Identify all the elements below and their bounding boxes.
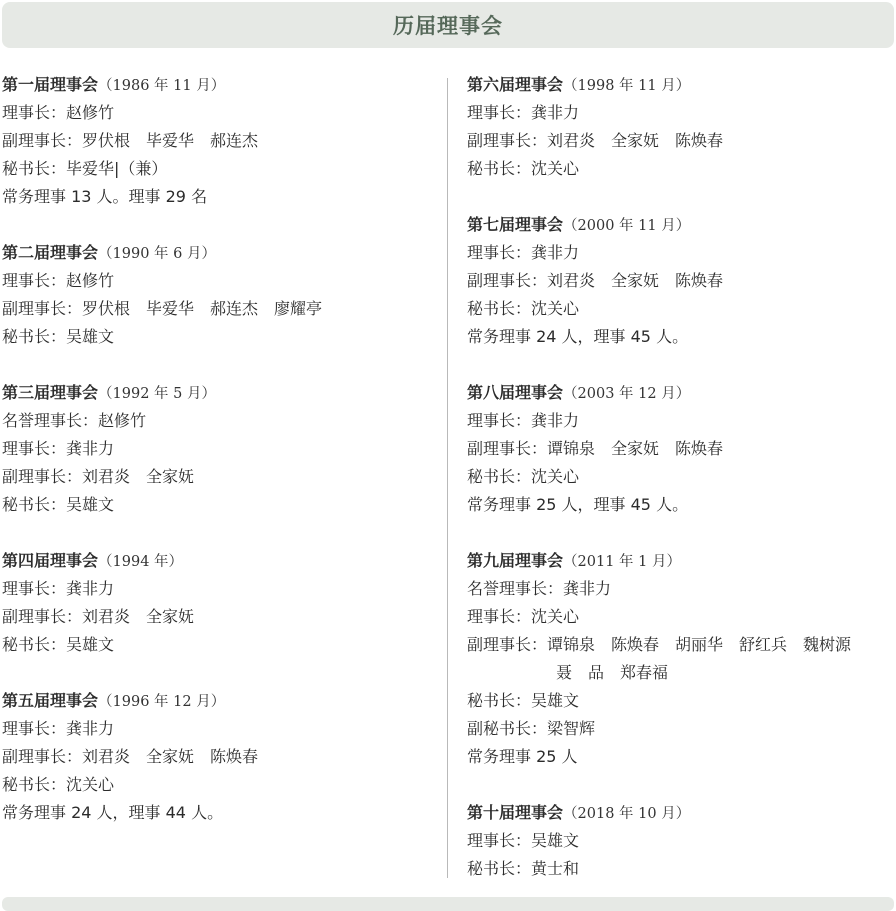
line-value: 谭锦泉 全家妩 陈焕春 [547, 439, 724, 458]
line-label: 副理事长： [2, 607, 83, 626]
session-line [2, 435, 322, 463]
line-label: 副理事长： [467, 635, 548, 654]
session-line [2, 631, 322, 659]
session-name: 第六届理事会 [467, 75, 564, 94]
session-block [2, 239, 322, 351]
session-block [2, 687, 322, 827]
session-name: 第五届理事会 [2, 691, 99, 710]
line-value: 常务理事 13 人。理事 29 名 [2, 187, 208, 206]
left-column [2, 71, 322, 855]
line-label: 副理事长： [2, 747, 83, 766]
line-value: 龚非力 [66, 579, 115, 598]
line-label: 理事长： [467, 243, 532, 262]
session-block [2, 71, 322, 211]
session-line [2, 155, 322, 183]
session-name: 第九届理事会 [467, 551, 564, 570]
line-label: 副理事长： [467, 131, 548, 150]
line-value: 赵修竹 [98, 411, 147, 430]
line-label: 秘书长： [2, 635, 67, 654]
line-value: 刘君炎 全家妩 [82, 467, 195, 486]
session-name: 第七届理事会 [467, 215, 564, 234]
line-label: 理事长： [467, 411, 532, 430]
session-heading [467, 211, 851, 239]
line-value: 沈关心 [531, 607, 580, 626]
line-label: 理事长： [2, 719, 67, 738]
session-line [467, 827, 851, 855]
session-heading [2, 547, 322, 575]
line-value: 吴雄文 [66, 635, 115, 654]
session-name: 第十届理事会 [467, 803, 564, 822]
session-heading [467, 547, 851, 575]
session-name: 第三届理事会 [2, 383, 99, 402]
session-heading [2, 71, 322, 99]
line-value: 龚非力 [66, 439, 115, 458]
session-line [467, 603, 851, 631]
line-label: 秘书长： [2, 327, 67, 346]
session-line [2, 183, 322, 211]
line-label: 副秘书长： [467, 719, 548, 738]
session-date: （1990 年 6 月） [98, 246, 216, 262]
session-line [467, 491, 851, 519]
line-value: 沈关心 [531, 299, 580, 318]
session-date: （1994 年） [98, 554, 184, 570]
session-line [2, 99, 322, 127]
right-column [467, 71, 851, 911]
line-value: 吴雄文 [66, 495, 115, 514]
line-value: 龚非力 [563, 579, 612, 598]
line-value: 谭锦泉 陈焕春 胡丽华 舒红兵 魏树源 [547, 635, 852, 654]
line-value: 梁智辉 [547, 719, 596, 738]
session-line [2, 771, 322, 799]
line-value: 常务理事 25 人 [467, 747, 578, 766]
session-date: （1986 年 11 月） [98, 78, 226, 94]
line-label: 理事长： [2, 579, 67, 598]
line-label: 理事长： [467, 103, 532, 122]
session-line [467, 575, 851, 603]
line-label: 秘书长： [467, 299, 532, 318]
session-date: （1992 年 5 月） [98, 386, 216, 402]
session-line [467, 99, 851, 127]
session-line [2, 127, 322, 155]
session-line [2, 715, 322, 743]
line-label: 理事长： [2, 103, 67, 122]
line-label: 秘书长： [2, 159, 67, 178]
session-block [2, 547, 322, 659]
session-line [2, 799, 322, 827]
session-line [2, 575, 322, 603]
session-line [467, 295, 851, 323]
session-line [467, 127, 851, 155]
session-line [2, 491, 322, 519]
line-value: 常务理事 24 人，理事 44 人。 [2, 803, 224, 822]
line-label: 秘书长： [2, 495, 67, 514]
session-block [467, 211, 851, 351]
line-value: 刘君炎 全家妩 陈焕春 [82, 747, 259, 766]
session-line [2, 463, 322, 491]
session-date: （2000 年 11 月） [563, 218, 691, 234]
footer-bar [2, 897, 894, 911]
session-heading [467, 379, 851, 407]
session-heading [467, 71, 851, 99]
session-line [2, 603, 322, 631]
session-date: （1998 年 11 月） [563, 78, 691, 94]
session-date: （1996 年 12 月） [98, 694, 226, 710]
session-heading [2, 687, 322, 715]
session-line [467, 631, 851, 659]
line-value: 沈关心 [531, 159, 580, 178]
session-line [2, 295, 322, 323]
session-line [467, 155, 851, 183]
line-label: 名誉理事长： [2, 411, 99, 430]
line-value: 刘君炎 全家妩 陈焕春 [547, 131, 724, 150]
line-value: 龚非力 [531, 103, 580, 122]
line-label: 秘书长： [467, 467, 532, 486]
line-value: 罗伏根 毕爱华 郝连杰 [82, 131, 259, 150]
column-divider [447, 78, 448, 878]
session-date: （2018 年 10 月） [563, 806, 691, 822]
session-line [467, 659, 851, 687]
line-value: 龚非力 [531, 411, 580, 430]
line-label: 理事长： [467, 607, 532, 626]
session-block [467, 379, 851, 519]
session-line [467, 463, 851, 491]
line-label: 理事长： [467, 831, 532, 850]
line-value: 沈关心 [531, 467, 580, 486]
line-value: 赵修竹 [66, 271, 115, 290]
line-label: 副理事长： [467, 271, 548, 290]
session-line [467, 687, 851, 715]
line-value: 吴雄文 [531, 691, 580, 710]
session-line [2, 743, 322, 771]
line-value: 龚非力 [66, 719, 115, 738]
line-label: 副理事长： [2, 299, 83, 318]
line-value: 毕爱华|（兼） [66, 159, 168, 178]
session-name: 第八届理事会 [467, 383, 564, 402]
line-label: 秘书长： [2, 775, 67, 794]
line-value: 常务理事 25 人，理事 45 人。 [467, 495, 689, 514]
session-line [2, 323, 322, 351]
session-line [467, 407, 851, 435]
line-value: 沈关心 [66, 775, 115, 794]
session-line [2, 267, 322, 295]
session-name: 第四届理事会 [2, 551, 99, 570]
session-date: （2011 年 1 月） [563, 554, 681, 570]
line-value: 吴雄文 [66, 327, 115, 346]
line-value: 刘君炎 全家妩 陈焕春 [547, 271, 724, 290]
line-label: 副理事长： [2, 467, 83, 486]
line-value: 龚非力 [531, 243, 580, 262]
line-label: 秘书长： [467, 859, 532, 878]
line-label: 秘书长： [467, 691, 532, 710]
session-line [467, 743, 851, 771]
session-name: 第二届理事会 [2, 243, 99, 262]
session-block [2, 379, 322, 519]
session-block [467, 71, 851, 183]
session-line [467, 855, 851, 883]
session-line [467, 239, 851, 267]
line-value: 聂 品 郑春福 [556, 663, 669, 682]
line-label: 理事长： [2, 439, 67, 458]
session-block [467, 799, 851, 883]
line-value: 常务理事 24 人，理事 45 人。 [467, 327, 689, 346]
session-name: 第一届理事会 [2, 75, 99, 94]
session-line [467, 435, 851, 463]
session-heading [467, 799, 851, 827]
page-title: 历届理事会 [393, 14, 503, 38]
session-line [2, 407, 322, 435]
line-value: 刘君炎 全家妩 [82, 607, 195, 626]
line-label: 秘书长： [467, 159, 532, 178]
line-label: 副理事长： [467, 439, 548, 458]
line-value: 吴雄文 [531, 831, 580, 850]
page-header [2, 2, 894, 48]
line-value: 罗伏根 毕爱华 郝连杰 廖耀亭 [82, 299, 323, 318]
session-heading [2, 239, 322, 267]
session-line [467, 323, 851, 351]
session-heading [2, 379, 322, 407]
session-line [467, 267, 851, 295]
session-block [467, 547, 851, 771]
line-label: 副理事长： [2, 131, 83, 150]
line-value: 黄士和 [531, 859, 580, 878]
line-label: 理事长： [2, 271, 67, 290]
line-label: 名誉理事长： [467, 579, 564, 598]
session-line [467, 715, 851, 743]
session-date: （2003 年 12 月） [563, 386, 691, 402]
line-value: 赵修竹 [66, 103, 115, 122]
